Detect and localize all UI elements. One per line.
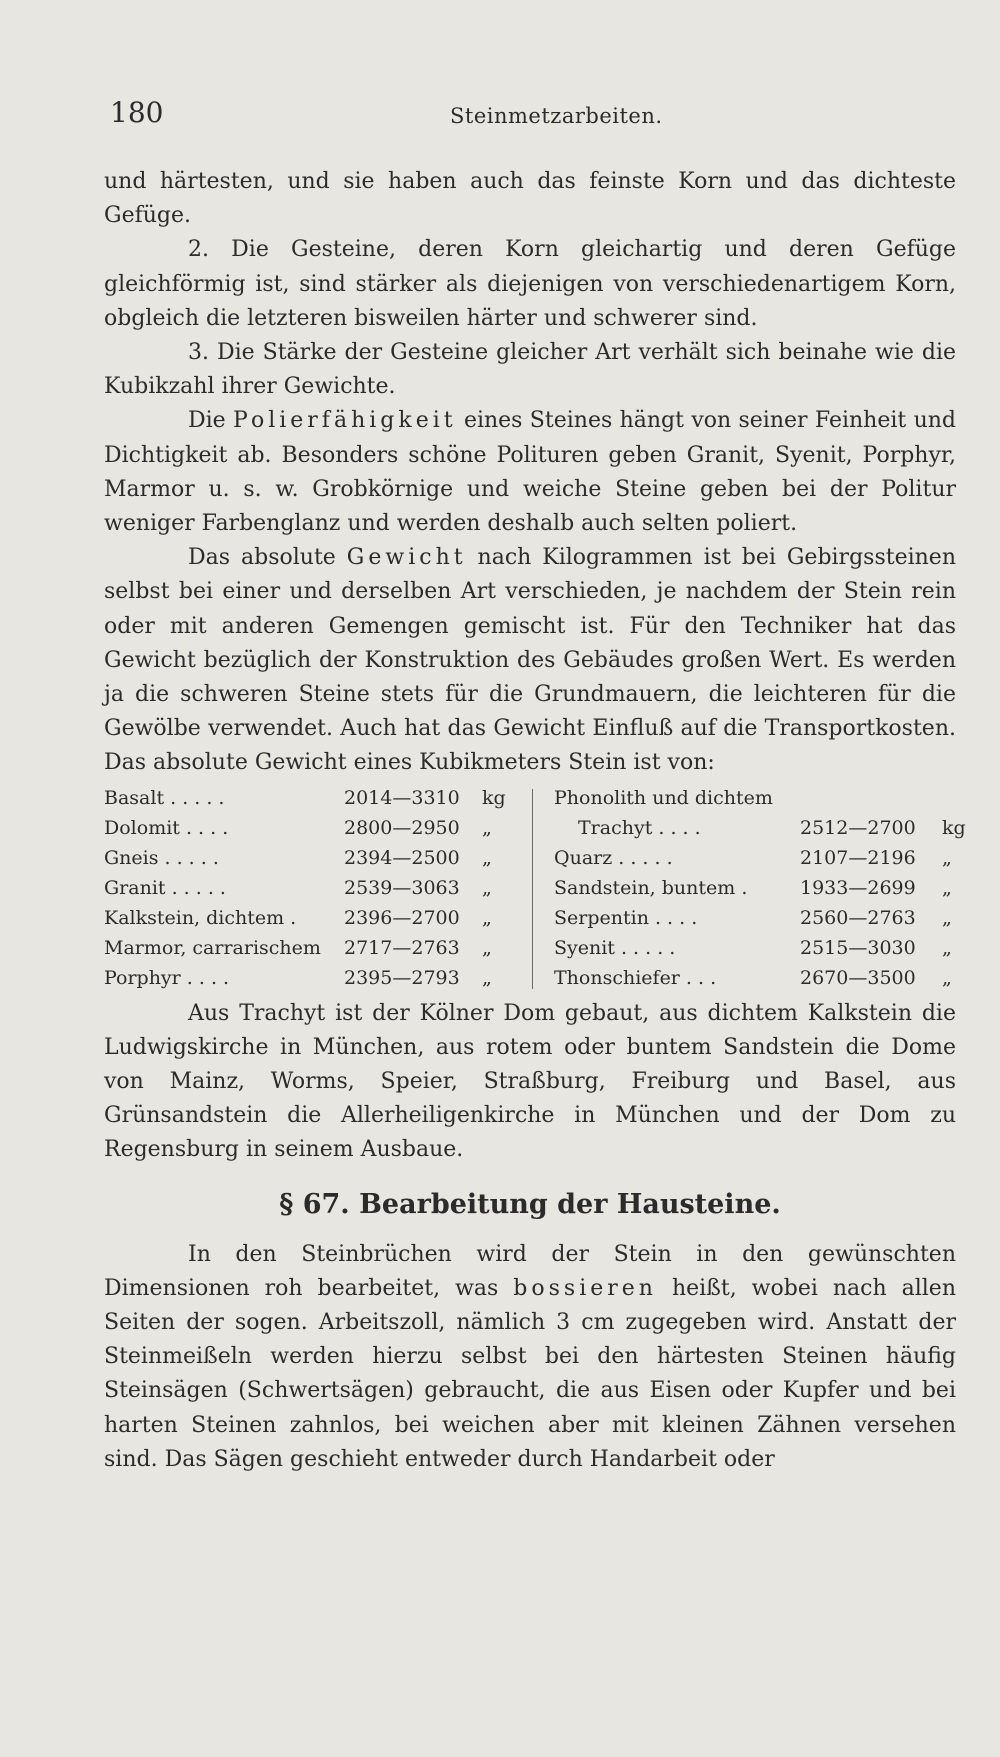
weight-range: 2800—2950 (344, 816, 460, 839)
stone-name: Sandstein, buntem . (554, 876, 748, 899)
weights-row (554, 963, 974, 993)
weights-row (104, 873, 514, 903)
paragraph-2: 2. Die Gesteine, deren Korn gleichartig und deren Gefüge gleichförmig ist, sind stärker als diejenigen von verschiedenartigem Korn, obgleich die letzteren bisweilen härter und schwerer sind. (104, 237, 956, 331)
page-body (104, 165, 966, 1477)
weights-row (104, 783, 514, 813)
stone-name: Phonolith und dichtem (554, 786, 773, 809)
weight-range: 2515—3030 (800, 936, 916, 959)
stone-name: Serpentin . . . . (554, 906, 698, 929)
weight-unit: „ (482, 876, 492, 899)
emphasized-term: Gewicht (346, 545, 467, 571)
stone-name: Syenit . . . . . (554, 936, 676, 959)
weight-unit: „ (482, 936, 492, 959)
weight-unit: „ (942, 966, 952, 989)
page-number: 180 (110, 96, 164, 129)
weight-range: 2396—2700 (344, 906, 460, 929)
weights-row (104, 933, 514, 963)
stone-name: Thonschiefer . . . (554, 966, 717, 989)
column-divider (532, 789, 533, 989)
weight-range: 2107—2196 (800, 846, 916, 869)
stone-name: Quarz . . . . . (554, 846, 673, 869)
weight-unit: kg (482, 786, 506, 809)
weights-row (104, 843, 514, 873)
weights-row (554, 873, 974, 903)
weight-range: 2512—2700 (800, 816, 916, 839)
paragraph-continued: und härtesten, und sie haben auch das feinste Korn und das dichteste Gefüge. (104, 169, 956, 229)
weight-unit: „ (942, 876, 952, 899)
weight-range: 2670—3500 (800, 966, 916, 989)
weights-row (104, 903, 514, 933)
text-run: Die (188, 408, 226, 434)
weight-range: 2717—2763 (344, 936, 460, 959)
weights-row (554, 903, 974, 933)
weights-row (554, 813, 974, 843)
weights-row (104, 813, 514, 843)
weight-unit: „ (482, 816, 492, 839)
emphasized-term: bossieren (513, 1275, 657, 1301)
text-run: In den Steinbrüchen wird der Stein in den gewünschten Dimensionen roh bearbeitet, was (104, 1241, 956, 1301)
paragraph-weight (104, 541, 956, 780)
paragraph-buildings: Aus Trachyt ist der Kölner Dom gebaut, aus dichtem Kalkstein die Ludwigskirche in München, aus rotem oder buntem Sandstein die Dome von Mainz, Worms, Speier, Straßburg, Freiburg und Basel, aus Grünsandstein die Allerheiligenkirche in München und der Dom zu Regensburg in seinem Ausbaue. (104, 1000, 956, 1163)
text-run: Das absolute (188, 545, 336, 571)
weight-range: 1933—2699 (800, 876, 916, 899)
stone-name: Basalt . . . . . (104, 786, 225, 809)
weight-range: 2394—2500 (344, 846, 460, 869)
section-heading: § 67. Bearbeitung der Hausteine. (279, 1188, 781, 1220)
weight-range: 2395—2793 (344, 966, 460, 989)
weight-unit: „ (942, 846, 952, 869)
weights-row (104, 963, 514, 993)
weights-right-column (554, 783, 974, 993)
weight-unit: „ (482, 906, 492, 929)
stone-name: Granit . . . . . (104, 876, 226, 899)
emphasized-term: Polierfähigkeit (233, 408, 457, 434)
running-title: Steinmetzarbeiten. (450, 104, 663, 128)
weight-range: 2014—3310 (344, 786, 460, 809)
weight-unit: „ (942, 936, 952, 959)
stone-name: Kalkstein, dichtem . (104, 906, 297, 929)
weights-row-head (554, 783, 974, 813)
weight-range: 2560—2763 (800, 906, 916, 929)
weight-unit: „ (482, 846, 492, 869)
weights-row (554, 843, 974, 873)
stone-name: Trachyt . . . . (578, 816, 701, 839)
text-run: heißt, wobei nach allen Seiten der sogen. Arbeitszoll, nämlich 3 cm zugegeben wird. Anstatt der Steinmeißeln werden hierzu selbst bei den härtesten Steinen häufig Steinsägen (Schwertsägen) gebraucht, die aus Eisen oder Kupfer und bei harten Steinen zahnlos, bei weichen aber mit kleinen Zähnen versehen sind. Das Sägen geschieht entweder durch Handarbeit oder (104, 1275, 956, 1472)
stone-name: Porphyr . . . . (104, 966, 230, 989)
text-run: nach Kilogrammen ist bei Gebirgssteinen selbst bei einer und derselben Art verschieden, je nachdem der Stein rein oder mit anderen Gemengen gemischt ist. Für den Techniker hat das Gewicht bezüglich der Konstruktion des Gebäudes großen Wert. Es werden ja die schweren Steine stets für die Grundmauern, die leichteren für die Gewölbe verwendet. Auch hat das Gewicht Einfluß auf die Transportkosten. Das absolute Gewicht eines Kubikmeters Stein ist von: (104, 545, 956, 776)
weights-left-column (104, 783, 514, 993)
weights-row (554, 933, 974, 963)
weights-table (104, 783, 966, 997)
paragraph-working (104, 1238, 956, 1477)
text-run: eines Steines hängt von seiner Feinheit und Dichtigkeit ab. Besonders schöne Polituren geben Granit, Syenit, Porphyr, Marmor u. s. w. Grobkörnige und weiche Steine geben bei der Politur weniger Farbenglanz und werden deshalb auch selten poliert. (104, 408, 956, 537)
stone-name: Gneis . . . . . (104, 846, 219, 869)
paragraph-3: 3. Die Stärke der Gesteine gleicher Art verhält sich beinahe wie die Kubikzahl ihrer Gewichte. (104, 340, 956, 400)
stone-name: Dolomit . . . . (104, 816, 229, 839)
weight-range: 2539—3063 (344, 876, 460, 899)
paragraph-polish (104, 404, 956, 541)
page-header (0, 96, 1000, 136)
weight-unit: „ (482, 966, 492, 989)
weight-unit: kg (942, 816, 966, 839)
weight-unit: „ (942, 906, 952, 929)
stone-name: Marmor, carrarischem (104, 936, 321, 959)
